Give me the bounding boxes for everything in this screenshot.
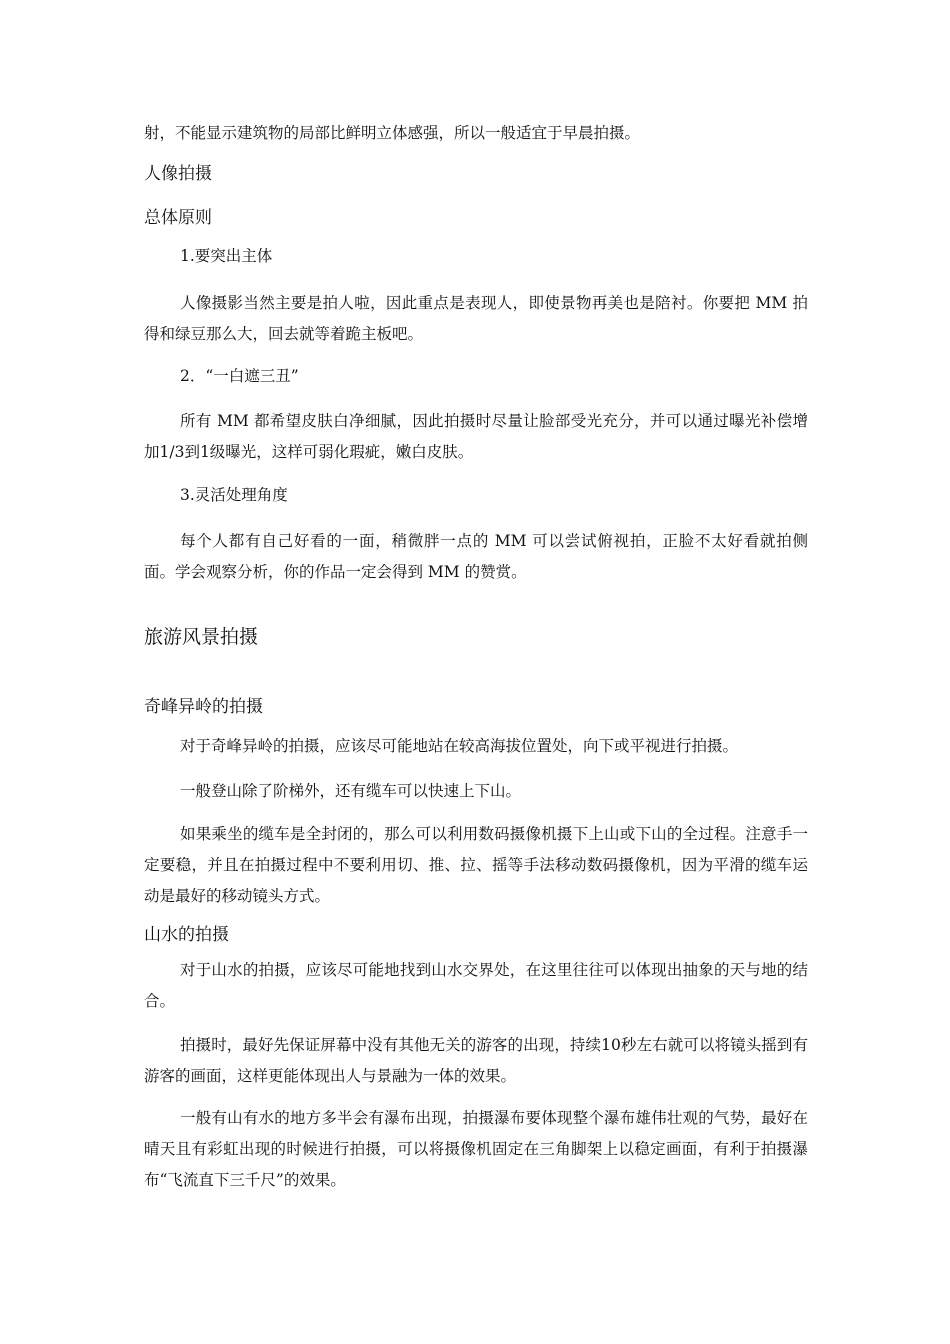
peaks-paragraph-2: 一般登山除了阶梯外，还有缆车可以快速上下山。 [180, 782, 522, 800]
intro-paragraph: 射，不能显示建筑物的局部比鲜明立体感强，所以一般适宜于早晨拍摄。 [144, 124, 641, 142]
water-paragraph-2: 拍摄时，最好先保证屏幕中没有其他无关的游客的出现，持续10秒左右就可以将镜头摇到有游客的画面，这样更能体现出人与景融为一体的效果。 [144, 1036, 808, 1085]
item-body-3: 每个人都有自己好看的一面，稍微胖一点的 MM 可以尝试俯视拍，正脸不太好看就拍侧面。学会观察分析，你的作品一定会得到 MM 的赞赏。 [144, 532, 808, 581]
water-paragraph-1: 对于山水的拍摄，应该尽可能地找到山水交界处，在这里往往可以体现出抽象的天与地的结合。 [144, 961, 808, 1010]
item-body-2: 所有 MM 都希望皮肤白净细腻，因此拍摄时尽量让脸部受光充分，并可以通过曝光补偿增加1/3到1级曝光，这样可弱化瑕疵，嫩白皮肤。 [144, 412, 808, 461]
item-body-1: 人像摄影当然主要是拍人啦，因此重点是表现人，即使景物再美也是陪衬。你要把 MM 拍得和绿豆那么大，回去就等着跪主板吧。 [144, 294, 808, 343]
item-title-2: 2．“一白遮三丑” [180, 367, 299, 385]
section-heading-portrait: 人像拍摄 [144, 164, 212, 184]
subheading-landscape-water: 山水的拍摄 [144, 925, 229, 945]
item-title-1: 1.要突出主体 [180, 247, 273, 265]
subheading-peaks: 奇峰异岭的拍摄 [144, 697, 263, 717]
subheading-general-principles: 总体原则 [144, 208, 212, 228]
peaks-paragraph-3: 如果乘坐的缆车是全封闭的，那么可以利用数码摄像机摄下上山或下山的全过程。注意手一定要稳，并且在拍摄过程中不要利用切、推、拉、摇等手法移动数码摄像机，因为平滑的缆车运动是最好的移动镜头方式。 [144, 825, 808, 905]
peaks-paragraph-1: 对于奇峰异岭的拍摄，应该尽可能地站在较高海拔位置处，向下或平视进行拍摄。 [180, 737, 739, 755]
item-title-3: 3.灵活处理角度 [180, 486, 288, 504]
section-heading-travel: 旅游风景拍摄 [144, 626, 259, 648]
water-paragraph-3: 一般有山有水的地方多半会有瀑布出现，拍摄瀑布要体现整个瀑布雄伟壮观的气势，最好在晴天且有彩虹出现的时候进行拍摄，可以将摄像机固定在三角脚架上以稳定画面，有利于拍摄瀑布“飞流直下三千尺”的效果。 [144, 1109, 808, 1189]
